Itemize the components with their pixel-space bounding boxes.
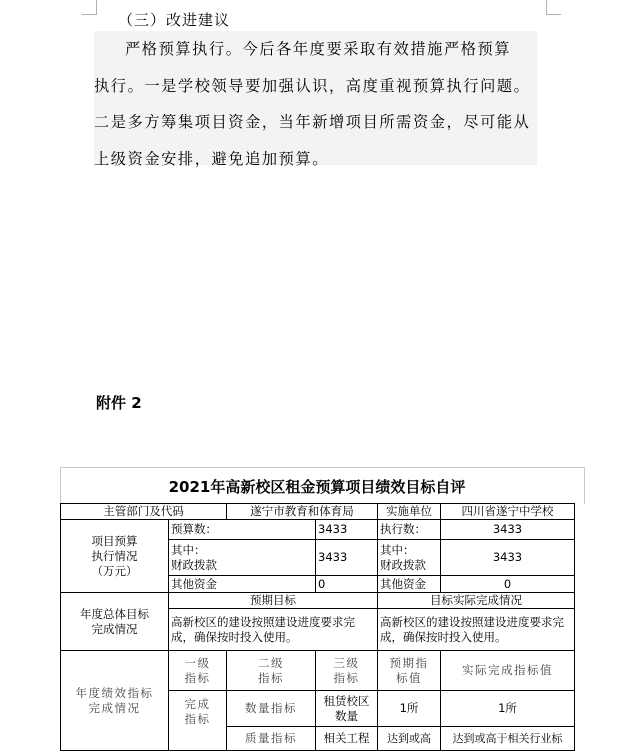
budget-label-line: 项目预算	[91, 533, 138, 548]
budget-amount-value: 3433	[316, 520, 378, 540]
fiscal-exec-label-line: 其中：	[380, 542, 415, 557]
fiscal-exec-label	[378, 540, 441, 576]
col-actual: 实际完成指标值	[441, 651, 575, 691]
col-expected-line: 标值	[396, 670, 422, 685]
fiscal-exec-label-line: 财政拨款	[380, 557, 426, 572]
recommendation-paragraph	[94, 31, 537, 168]
col-level2-line: 指标	[258, 670, 284, 685]
section-heading: （三）改进建议	[118, 11, 231, 29]
completion-label-line: 完成	[184, 697, 211, 711]
other-budget-value: 0	[316, 576, 378, 593]
other-funds-label: 其他资金	[169, 576, 316, 593]
quantity-expected: 1所	[378, 691, 441, 727]
quantity-level3	[316, 691, 378, 727]
quantity-metric: 数量指标	[227, 691, 316, 727]
annual-goal-label	[61, 593, 169, 651]
budget-label-line: （万元）	[91, 563, 138, 578]
col-level3-line: 指标	[333, 670, 360, 685]
fiscal-label	[169, 540, 316, 576]
budget-label-line: 执行情况	[91, 548, 138, 563]
unit-value: 四川省遂宁中学校	[441, 504, 575, 520]
paragraph-line: 执行。一是学校领导要加强认识，高度重视预算执行问题。	[94, 76, 531, 95]
attachment-label: 附件 2	[96, 394, 142, 412]
perf-label-line: 完成情况	[88, 700, 141, 715]
quality-metric: 质量指标	[227, 727, 316, 751]
table-title: 2021年高新校区租金预算项目绩效目标自评	[168, 478, 466, 496]
col-level1-line: 一级	[184, 655, 211, 670]
quality-level3: 相关工程	[316, 727, 378, 751]
other-exec-value: 0	[441, 576, 575, 593]
col-expected	[378, 651, 441, 691]
paragraph-line: 严格预算执行。今后各年度要采取有效措施严格预算	[125, 40, 512, 58]
quality-expected: 达到或高	[378, 727, 441, 751]
col-level2-line: 二级	[258, 655, 284, 670]
budget-amount-label: 预算数：	[169, 520, 316, 540]
page-corner-mark-left	[82, 0, 97, 15]
fiscal-label-line: 财政拨款	[171, 557, 217, 572]
col-level3	[316, 651, 378, 691]
page-corner-mark-right	[546, 0, 561, 15]
dept-value: 遂宁市教育和体育局	[227, 504, 378, 520]
exec-amount-label: 执行数：	[378, 520, 441, 540]
paragraph-line: 上级资金安排，避免追加预算。	[94, 149, 330, 168]
unit-label: 实施单位	[378, 504, 441, 520]
fiscal-budget-value: 3433	[316, 540, 378, 576]
paragraph-line: 二是多方筹集项目资金，当年新增项目所需资金，尽可能从	[94, 113, 531, 131]
perf-label	[61, 651, 169, 751]
annual-goal-label-line: 完成情况	[91, 621, 138, 636]
completion-label-line: 指标	[184, 712, 211, 726]
col-level3-line: 三级	[333, 655, 360, 670]
performance-table	[60, 503, 575, 751]
quality-actual: 达到或高于相关行业标	[441, 727, 575, 751]
quantity-level3-line: 租赁校区	[323, 693, 370, 708]
col-level1-line: 指标	[184, 670, 211, 685]
budget-label	[61, 520, 169, 593]
other-exec-label: 其他资金	[378, 576, 441, 593]
expected-goal-header: 预期目标	[169, 593, 378, 609]
fiscal-exec-value: 3433	[441, 540, 575, 576]
dept-label: 主管部门及代码	[61, 504, 227, 520]
actual-goal-text: 高新校区的建设按照建设进度要求完成，确保按时投入使用。	[378, 609, 575, 651]
col-level1	[169, 651, 227, 691]
annual-goal-label-line: 年度总体目标	[80, 606, 149, 621]
perf-label-line: 年度绩效指标	[75, 685, 154, 700]
col-level2	[227, 651, 316, 691]
expected-goal-text: 高新校区的建设按照建设进度要求完成，确保按时投入使用。	[169, 609, 378, 651]
fiscal-label-line: 其中：	[171, 542, 206, 557]
completion-label	[169, 691, 227, 751]
actual-goal-header: 目标实际完成情况	[378, 593, 575, 609]
exec-amount-value: 3433	[441, 520, 575, 540]
col-expected-line: 预期指	[389, 655, 429, 670]
quantity-actual: 1所	[441, 691, 575, 727]
quantity-level3-line: 数量	[335, 708, 358, 723]
